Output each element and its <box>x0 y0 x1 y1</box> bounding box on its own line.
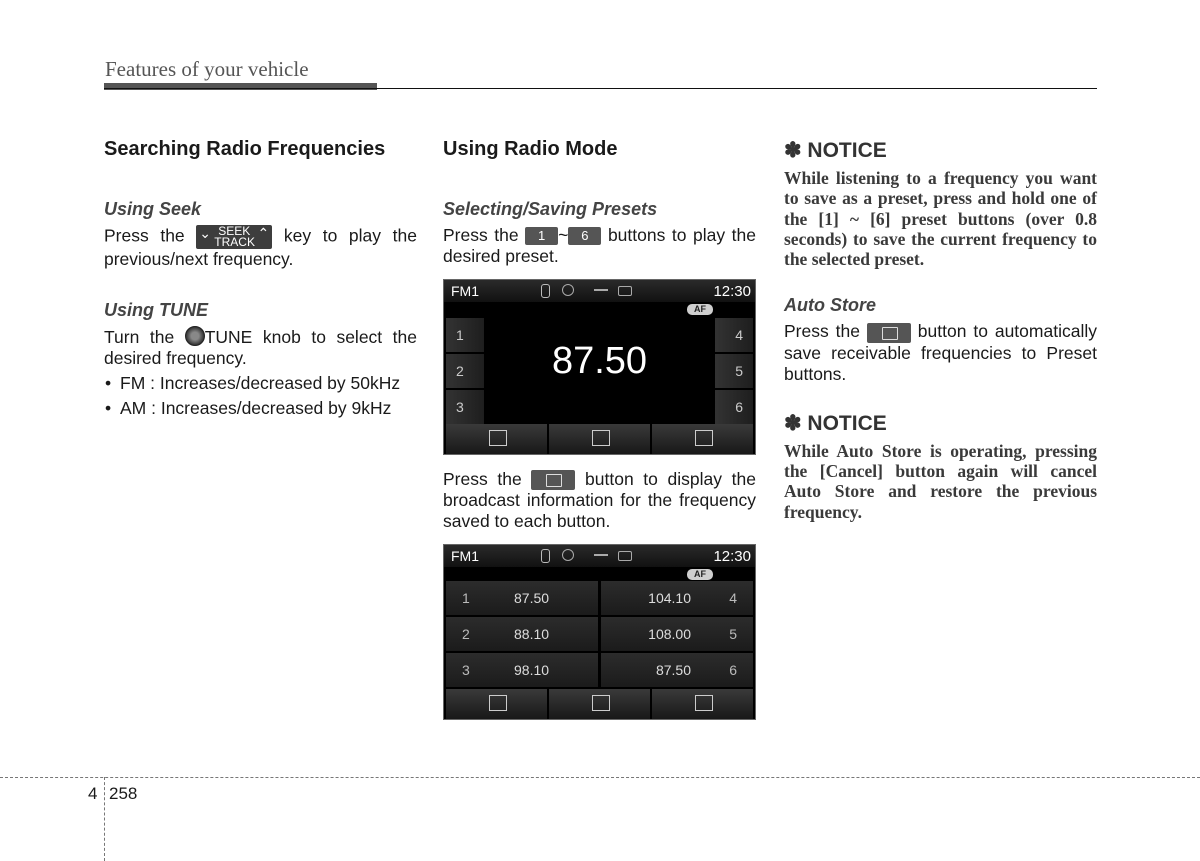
list-item: • FM : Increases/decreased by 50kHz <box>104 373 417 394</box>
screen-bottom-bar <box>444 689 755 719</box>
header-rule <box>104 88 1097 89</box>
radio-autostore-icon <box>882 327 898 340</box>
page-number: 258 <box>109 784 138 803</box>
preset-row[interactable]: 87.50 6 <box>601 653 753 687</box>
radio-screen-main <box>443 279 756 455</box>
preset-button-6[interactable]: 6 <box>715 390 753 424</box>
bluetooth-icon <box>541 549 550 563</box>
tune-bullet-list <box>104 373 417 419</box>
column-notices <box>784 138 1097 522</box>
chevron-up-icon: ⌃ <box>257 225 270 241</box>
autostore-button[interactable] <box>549 424 650 454</box>
info-paragraph: Press the button to display the broadcast information for the frequency saved to each button. <box>443 469 756 532</box>
preset-row[interactable]: 1 87.50 <box>446 581 598 615</box>
tune-knob-icon <box>185 326 205 346</box>
radio-info-icon <box>546 474 562 487</box>
preset-button-4[interactable]: 4 <box>715 318 753 352</box>
radio-info-icon <box>489 695 507 711</box>
band-label: FM1 <box>451 548 479 564</box>
clock: 12:30 <box>713 548 751 565</box>
disc-icon <box>562 549 574 561</box>
frequency-display: 87.50 <box>551 340 648 382</box>
notice-heading: ✽ NOTICE <box>784 411 887 435</box>
disc-icon <box>562 284 574 296</box>
grid-menu-icon <box>695 695 713 711</box>
preset-button-3[interactable]: 3 <box>446 390 484 424</box>
notice-body: While Auto Store is operating, pressing the [Cancel] button again will cancel Auto Store and restore the previous frequency. <box>784 440 1097 522</box>
preset-row[interactable]: 3 98.10 <box>446 653 598 687</box>
subheading-seek: Using Seek <box>104 199 202 219</box>
battery-icon <box>618 286 632 296</box>
status-bar <box>444 280 755 302</box>
preset-button-2[interactable]: 2 <box>446 354 484 388</box>
subheading-tune: Using TUNE <box>104 300 209 320</box>
preset-row[interactable]: 108.00 5 <box>601 617 753 651</box>
section-heading: Searching Radio Frequencies <box>104 138 386 160</box>
af-badge: AF <box>687 304 713 315</box>
notice-body: While listening to a frequency you want to save as a preset, press and hold one of the [1] ~ [6] preset buttons (over 0.8 seconds) to save the current frequency to the selected preset. <box>784 168 1097 270</box>
usb-icon <box>594 554 608 556</box>
seek-paragraph: Press the ⌄ SEEK TRACK ⌃ key to play the previous/next frequency. <box>104 224 417 269</box>
notice-heading: ✽ NOTICE <box>784 139 887 162</box>
chapter-number: 4 <box>88 784 98 803</box>
info-button[interactable] <box>446 689 547 719</box>
subheading-presets: Selecting/Saving Presets <box>443 199 658 219</box>
clock: 12:30 <box>713 283 751 300</box>
usb-icon <box>594 289 608 291</box>
subheading-autostore: Auto Store <box>784 295 876 316</box>
radio-screen-info <box>443 544 756 720</box>
bluetooth-icon <box>541 284 550 298</box>
autostore-paragraph: Press the button to automatically save receivable frequencies to Preset buttons. <box>784 321 1097 384</box>
autostore-key <box>867 323 911 343</box>
footer-rule <box>0 777 1200 778</box>
info-key <box>531 470 575 490</box>
preset-column-right <box>715 318 753 425</box>
af-badge: AF <box>687 569 713 580</box>
autostore-button[interactable] <box>549 689 650 719</box>
preset-list-left <box>446 581 598 689</box>
preset-button-1[interactable]: 1 <box>446 318 484 352</box>
column-radio-mode <box>443 138 756 678</box>
footer-divider <box>104 777 105 861</box>
seek-track-key: ⌄ SEEK TRACK ⌃ <box>196 225 272 249</box>
radio-autostore-icon <box>592 430 610 446</box>
band-label: FM1 <box>451 283 479 299</box>
preset-1-key: 1 <box>525 227 558 245</box>
radio-autostore-icon <box>592 695 610 711</box>
menu-button[interactable] <box>652 424 753 454</box>
section-heading: Using Radio Mode <box>443 138 618 160</box>
status-bar <box>444 545 755 567</box>
preset-row[interactable]: 2 88.10 <box>446 617 598 651</box>
presets-paragraph: Press the 1 ~ 6 buttons to play the desired preset. <box>443 225 756 266</box>
chevron-down-icon: ⌄ <box>199 225 212 241</box>
preset-list-right <box>601 581 753 689</box>
tune-paragraph: Turn the TUNE knob to select the desired frequency. <box>104 327 418 368</box>
column-searching <box>104 138 417 423</box>
list-item: • AM : Increases/decreased by 9kHz <box>104 398 417 419</box>
battery-icon <box>618 551 632 561</box>
screen-bottom-bar <box>444 424 755 454</box>
page-header-title: Features of your vehicle <box>105 57 309 81</box>
preset-6-key: 6 <box>568 227 601 245</box>
menu-button[interactable] <box>652 689 753 719</box>
radio-info-icon <box>489 430 507 446</box>
preset-button-5[interactable]: 5 <box>715 354 753 388</box>
preset-row[interactable]: 104.10 4 <box>601 581 753 615</box>
grid-menu-icon <box>695 430 713 446</box>
info-button[interactable] <box>446 424 547 454</box>
